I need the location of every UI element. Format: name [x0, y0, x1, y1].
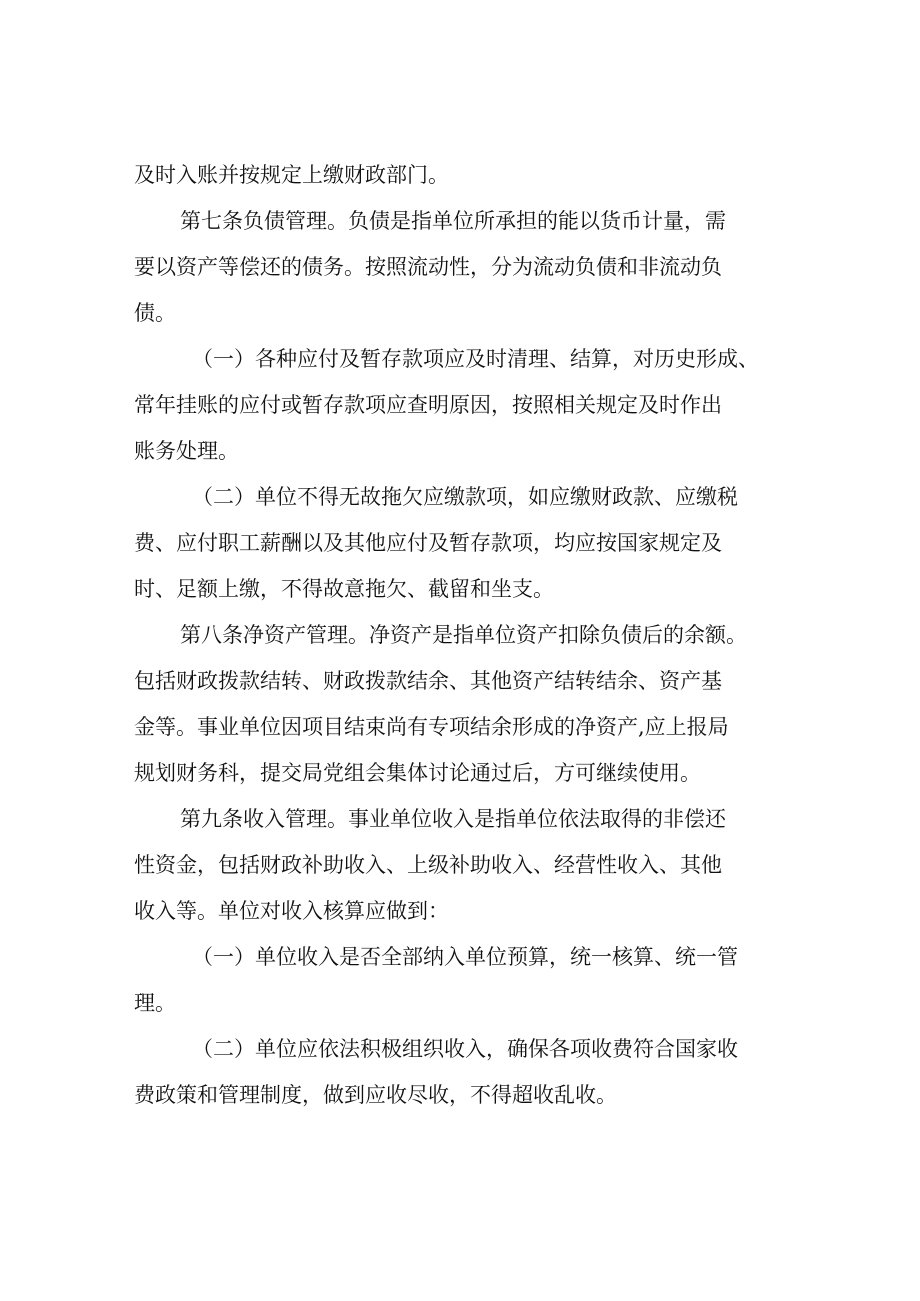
text-line: （二）单位应依法积极组织收入，确保各项收费符合国家收 — [192, 1037, 738, 1061]
paragraph-item-7-2 — [134, 474, 794, 612]
text-line: 金等。事业单位因项目结束尚有专项结余形成的净资产,应上报局 — [134, 715, 729, 739]
paragraph-item-7-1 — [134, 336, 794, 474]
text-line: 要以资产等偿还的债务。按照流动性，分为流动负债和非流动负 — [134, 255, 722, 279]
paragraph-item-9-2 — [134, 1026, 794, 1118]
paragraph-continuation — [134, 152, 794, 198]
text-line: 第八条净资产管理。净资产是指单位资产扣除负债后的余额。 — [180, 623, 747, 647]
document-body — [134, 152, 794, 1118]
text-line: 费政策和管理制度，做到应收尽收，不得超收乱收。 — [134, 1083, 617, 1107]
paragraph-item-9-1 — [134, 934, 794, 1026]
text-line: 第九条收入管理。事业单位收入是指单位依法取得的非偿还 — [180, 807, 726, 831]
text-line: 时、足额上缴，不得故意拖欠、截留和坐支。 — [134, 577, 554, 601]
text-line: 规划财务科，提交局党组会集体讨论通过后，方可继续使用。 — [134, 761, 701, 785]
text-line: （一）单位收入是否全部纳入单位预算，统一核算、统一管 — [192, 945, 738, 969]
paragraph-article-7 — [134, 198, 794, 336]
text-line: 收入等。单位对收入核算应做到： — [134, 899, 449, 923]
text-line: （一）各种应付及暂存款项应及时清理、结算，对历史形成、 — [192, 347, 759, 371]
text-line: （二）单位不得无故拖欠应缴款项，如应缴财政款、应缴税 — [192, 485, 738, 509]
text-line: 理。 — [134, 991, 176, 1015]
text-line: 包括财政拨款结转、财政拨款结余、其他资产结转结余、资产基 — [134, 669, 722, 693]
paragraph-article-9 — [134, 796, 794, 934]
text-line: 费、应付职工薪酬以及其他应付及暂存款项，均应按国家规定及 — [134, 531, 722, 555]
text-line: 常年挂账的应付或暂存款项应查明原因，按照相关规定及时作出 — [134, 393, 722, 417]
text-line: 账务处理。 — [134, 439, 239, 463]
text-line: 性资金，包括财政补助收入、上级补助收入、经营性收入、其他 — [134, 853, 722, 877]
text-line: 及时入账并按规定上缴财政部门。 — [134, 163, 449, 187]
text-line: 第七条负债管理。负债是指单位所承担的能以货币计量，需 — [180, 209, 726, 233]
text-line: 债。 — [134, 301, 176, 325]
paragraph-article-8 — [134, 612, 794, 796]
